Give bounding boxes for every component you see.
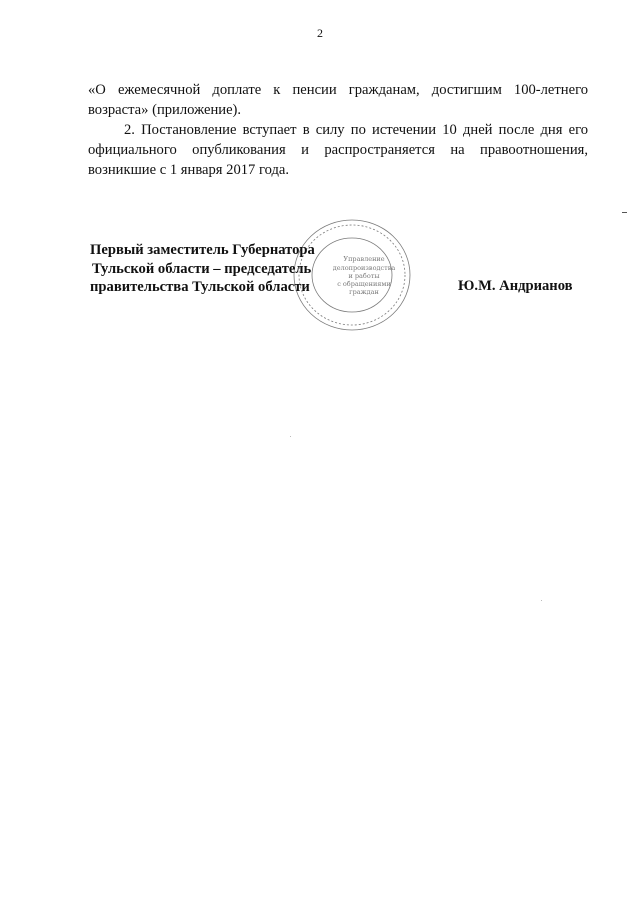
document-body xyxy=(88,80,588,180)
signatory-title xyxy=(90,241,315,297)
paragraph-1-line-1: «О ежемесячной доплате к пенсии гражданам, достигшим 100-летнего xyxy=(88,82,588,98)
signatory-title-line-1: Первый заместитель Губернатора xyxy=(90,242,315,258)
scan-speck xyxy=(541,600,542,601)
paragraph-2 xyxy=(88,120,588,180)
seal-text-line-3: и работы xyxy=(348,272,380,280)
paragraph-2-line-1: 2. Постановление вступает в силу по истечении 10 дней после дня его xyxy=(124,122,588,138)
paragraph-1 xyxy=(88,80,588,120)
paragraph-1-line-2: возраста» (приложение). xyxy=(88,102,242,118)
scan-speck xyxy=(290,436,291,437)
paragraph-2-line-2: официального опубликования и распространяется на правоотношения, xyxy=(88,142,588,158)
margin-mark xyxy=(622,212,627,213)
seal-text-line-5: граждан xyxy=(349,288,379,296)
seal-text-line-2: делопроизводства xyxy=(332,264,396,272)
signatory-title-line-2: Тульской области – председатель xyxy=(92,260,312,277)
signatory-title-line-3: правительства Тульской области xyxy=(90,279,310,295)
paragraph-2-line-3: возникшие с 1 января 2017 года. xyxy=(88,162,290,178)
seal-text-line-1: Управление xyxy=(343,255,385,263)
signatory-name: Ю.М. Андрианов xyxy=(458,278,573,294)
page-number: 2 xyxy=(317,26,323,40)
seal-text-line-4: с обращениями xyxy=(337,280,391,288)
